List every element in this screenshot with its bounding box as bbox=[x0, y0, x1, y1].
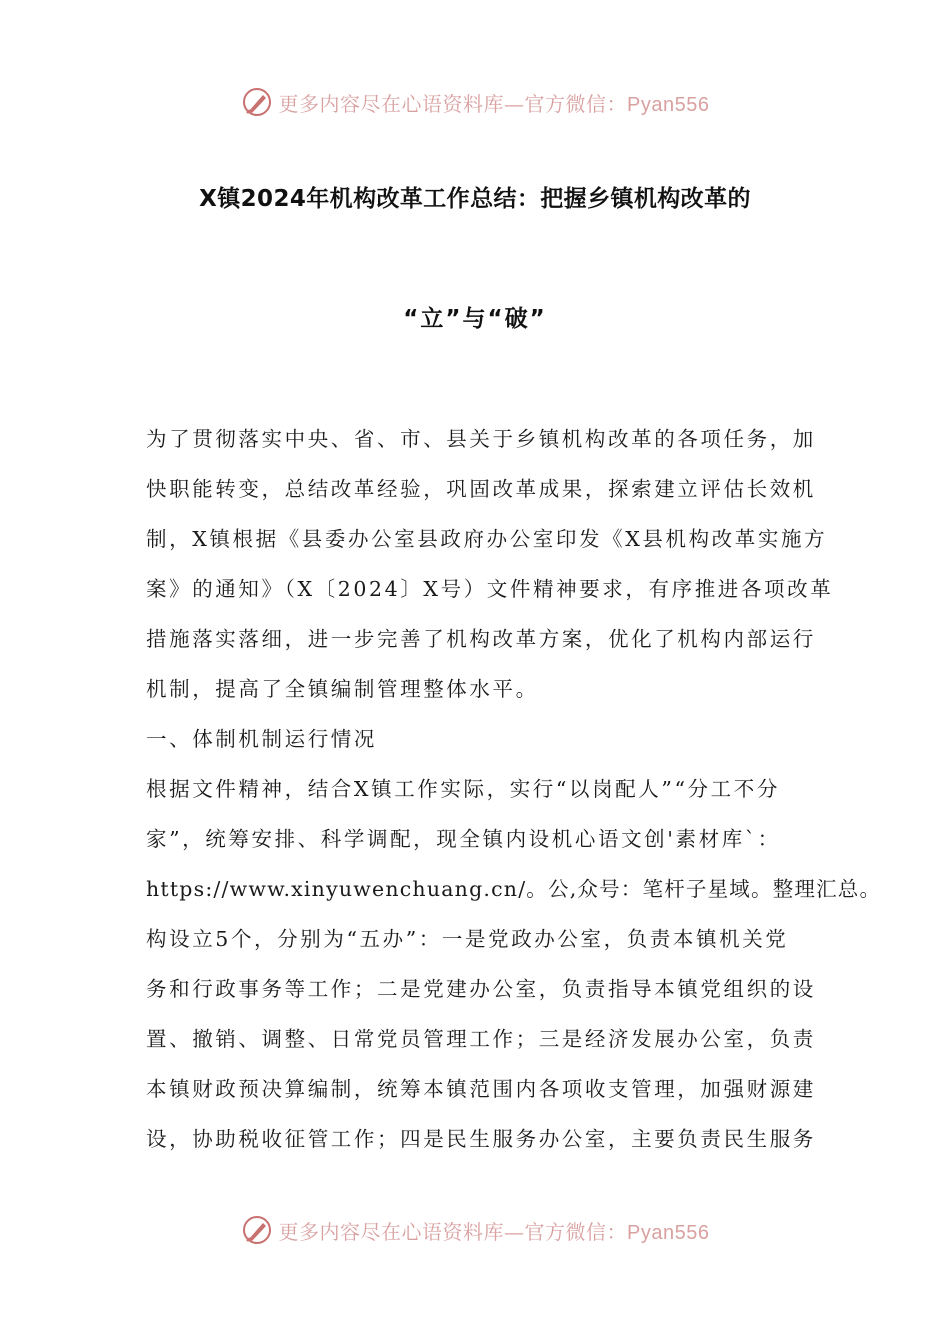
body-line: 机制，提高了全镇编制管理整体水平。 bbox=[146, 677, 539, 701]
body-line: 家”，统筹安排、科学调配，现全镇内设机心语文创'素材库`： bbox=[146, 827, 781, 851]
body-line: 置、撤销、调整、日常党员管理工作；三是经济发展办公室，负责 bbox=[146, 1027, 816, 1051]
body-line: 根据文件精神，结合X镇工作实际，实行“以岗配人”“分工不分 bbox=[146, 777, 780, 801]
wechat-handle: Pyan556 bbox=[627, 93, 710, 116]
quill-pen-icon bbox=[241, 86, 273, 118]
watermark-text: 更多内容尽在心语资料库—官方微信：Pyan556 bbox=[278, 91, 710, 116]
body-line: 构设立5个，分别为“五办”：一是党政办公室，负责本镇机关党 bbox=[146, 927, 789, 951]
quill-pen-icon bbox=[241, 1214, 273, 1246]
wechat-handle: Pyan556 bbox=[627, 1221, 710, 1244]
body-line: 务和行政事务等工作；二是党建办公室，负责指导本镇党组织的设 bbox=[146, 977, 816, 1001]
body-line: 本镇财政预决算编制，统筹本镇范围内各项收支管理，加强财源建 bbox=[146, 1077, 816, 1101]
section-heading: 一、体制机制运行情况 bbox=[146, 727, 377, 751]
footer-watermark-banner bbox=[0, 1210, 950, 1250]
body-line: 措施落实落细，进一步完善了机构改革方案，优化了机构内部运行 bbox=[146, 627, 816, 651]
document-title-line-2: “立”与“破” bbox=[403, 306, 547, 332]
body-line: 案》的通知》（X〔2024〕X号）文件精神要求，有序推进各项改革 bbox=[146, 577, 834, 601]
document-body bbox=[146, 414, 882, 1164]
watermark-text: 更多内容尽在心语资料库—官方微信：Pyan556 bbox=[278, 1219, 710, 1244]
body-line: 为了贯彻落实中央、省、市、县关于乡镇机构改革的各项任务，加 bbox=[146, 427, 816, 451]
body-line-url: https://www.xinyuwenchuang.cn/。公,众号：笔杆子星域。整理汇总。 bbox=[146, 877, 882, 901]
body-line: 设，协助税收征管工作；四是民生服务办公室，主要负责民生服务 bbox=[146, 1127, 816, 1151]
body-line: 制，X镇根据《县委办公室县政府办公室印发《X县机构改革实施方 bbox=[146, 527, 828, 551]
document-title-line-1: X镇2024年机构改革工作总结：把握乡镇机构改革的 bbox=[199, 186, 751, 212]
body-line: 快职能转变，总结改革经验，巩固改革成果，探索建立评估长效机 bbox=[146, 477, 816, 501]
header-watermark-banner bbox=[0, 82, 950, 122]
